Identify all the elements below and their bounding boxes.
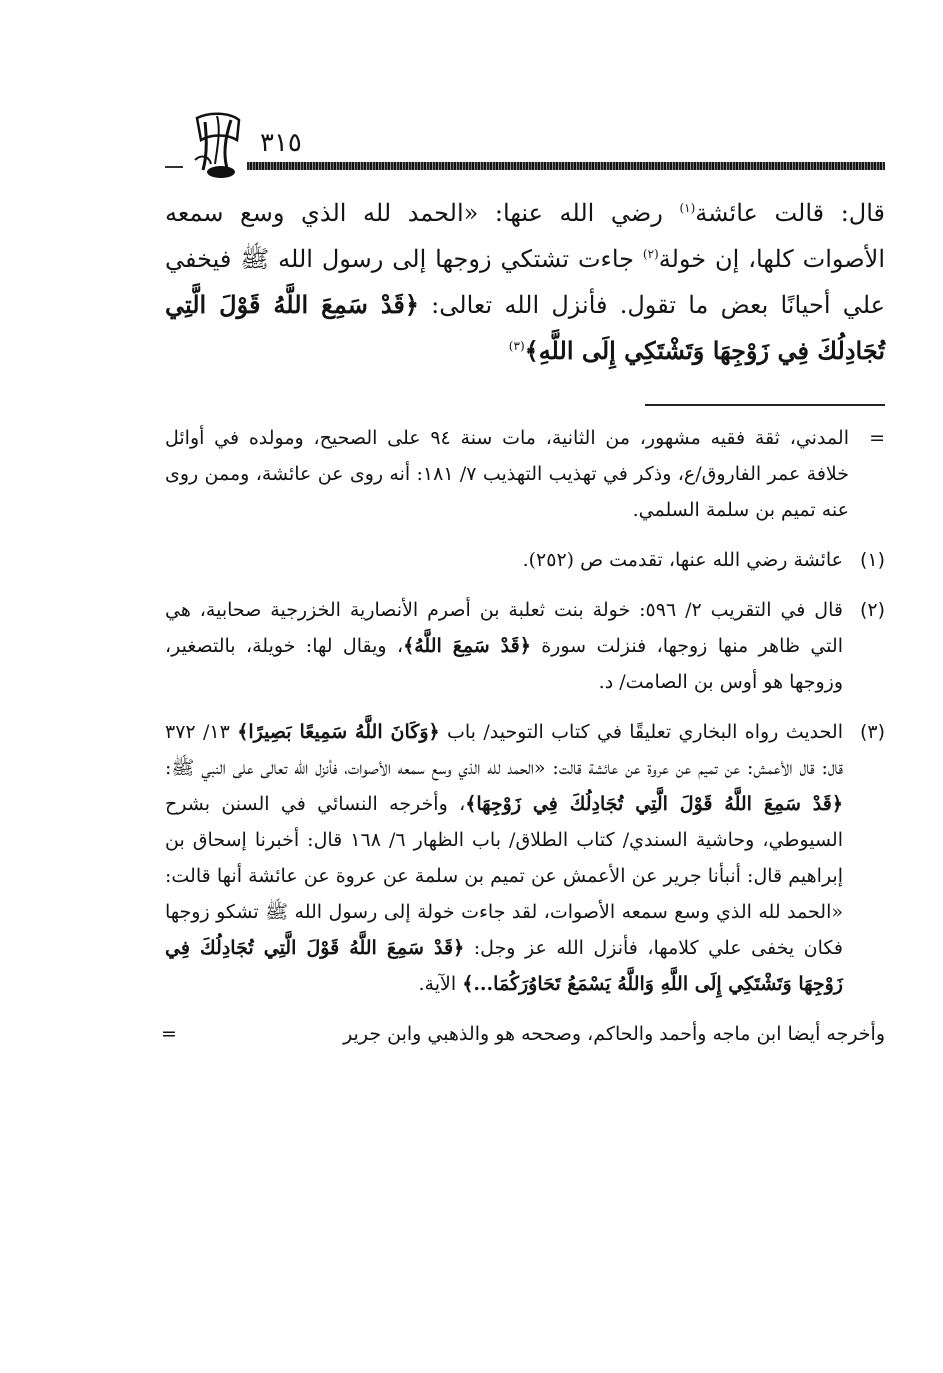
footnote-tail <box>161 1016 885 1052</box>
footnote-marker: (٣) <box>859 721 885 743</box>
footnote-marker: (٢) <box>859 599 885 621</box>
footnote-marker: (١) <box>859 549 885 571</box>
footnote-text: عائشة رضي الله عنها، تقدمت ص (٢٥٢). <box>522 549 843 571</box>
header-rule-end <box>165 166 183 168</box>
footnote-continuation <box>165 420 885 528</box>
footnote-tail-text: وأخرجه أيضا ابن ماجه وأحمد والحاكم، وصححه هو والذهبي وابن جرير <box>343 1023 885 1045</box>
footnote-ref-3: (٣) <box>508 339 525 353</box>
footnote-3 <box>165 714 885 1002</box>
continuation-marker: = <box>869 427 885 449</box>
quill-ornament-icon <box>187 110 247 182</box>
footnotes <box>161 420 885 1052</box>
page-number: ٣١٥ <box>260 128 302 158</box>
footnote-1 <box>165 542 885 578</box>
footnote-ref-2: (٢) <box>642 247 659 261</box>
footnote-2 <box>165 592 885 700</box>
continuation-marker: = <box>161 1023 177 1045</box>
footnote-separator <box>645 404 885 406</box>
footnote-text: الحديث رواه البخاري تعليقًا في كتاب التوحيد/ باب ﴿وَكَانَ اللَّهُ سَمِيعًا بَصِيرًا﴾ ١٣/ ٣٧٢ قال: قال الأعمش: عن تميم عن عروة عن عائشة قالت: «الحمد لله الذي وسع سمعه الأصوات، فأنزل الله تعالى على النبي ﷺ: ﴿قَدْ سَمِعَ اللَّهُ قَوْلَ الَّتِي تُجَادِلُكَ فِي زَوْجِهَا﴾، وأخرجه النسائي في السنن بشرح السيوطي، وحاشية السندي/ كتاب الطلاق/ باب الظهار ٦/ ١٦٨ قال: أخبرنا إسحاق بن إبراهيم قال: أنبأنا جرير عن الأعمش عن تميم بن سلمة عن عروة عن عائشة أنها قالت: «الحمد لله الذي وسع سمعه الأصوات، لقد جاءت خولة إلى رسول الله ﷺ تشكو زوجها فكان يخفى علي كلامها، فأنزل الله عز وجل: ﴿قَدْ سَمِعَ اللَّهُ قَوْلَ الَّتِي تُجَادِلُكَ فِي زَوْجِهَا وَتَشْتَكِي إِلَى اللَّهِ وَاللَّهُ يَسْمَعُ تَحَاوُرَكُمَا...﴾ الآية. <box>165 721 843 995</box>
footnote-text: قال في التقريب ٢/ ٥٩٦: خولة بنت ثعلبة بن أصرم الأنصارية الخزرجية صحابية، هي التي ظاهر منها زوجها، فنزلت سورة ﴿قَدْ سَمِعَ اللَّهُ﴾، ويقال لها: خويلة، بالتصغير، وزوجها هو أوس بن الصامت/ د. <box>165 599 843 693</box>
footnote-continuation-text: المدني، ثقة فقيه مشهور، من الثانية، مات سنة ٩٤ على الصحيح، ومولده في أوائل خلافة عمر الفاروق/ع، وذكر في تهذيب التهذيب ٧/ ١٨١: أنه روى عن عائشة، وممن روى عنه تميم بن سلمة السلمي. <box>165 427 849 521</box>
page-header <box>165 110 885 185</box>
footnote-ref-1: (١) <box>679 201 696 215</box>
header-rule <box>247 162 885 170</box>
main-paragraph: قال: قالت عائشة$^{(١)}$ رضي الله عنها: «الحمد لله الذي وسع سمعه الأصوات كلها، إن خولة$^{(٢)}$ جاءت تشتكي زوجها إلى رسول الله ﷺ فيخفي علي أحيانًا بعض ما تقول. فأنزل الله تعالى: ﴿قَدْ سَمِعَ اللَّهُ قَوْلَ الَّتِي تُجَادِلُكَ فِي زَوْجِهَا وَتَشْتَكِي إِلَى اللَّهِ﴾$^{(٣)}$ <box>165 199 886 365</box>
